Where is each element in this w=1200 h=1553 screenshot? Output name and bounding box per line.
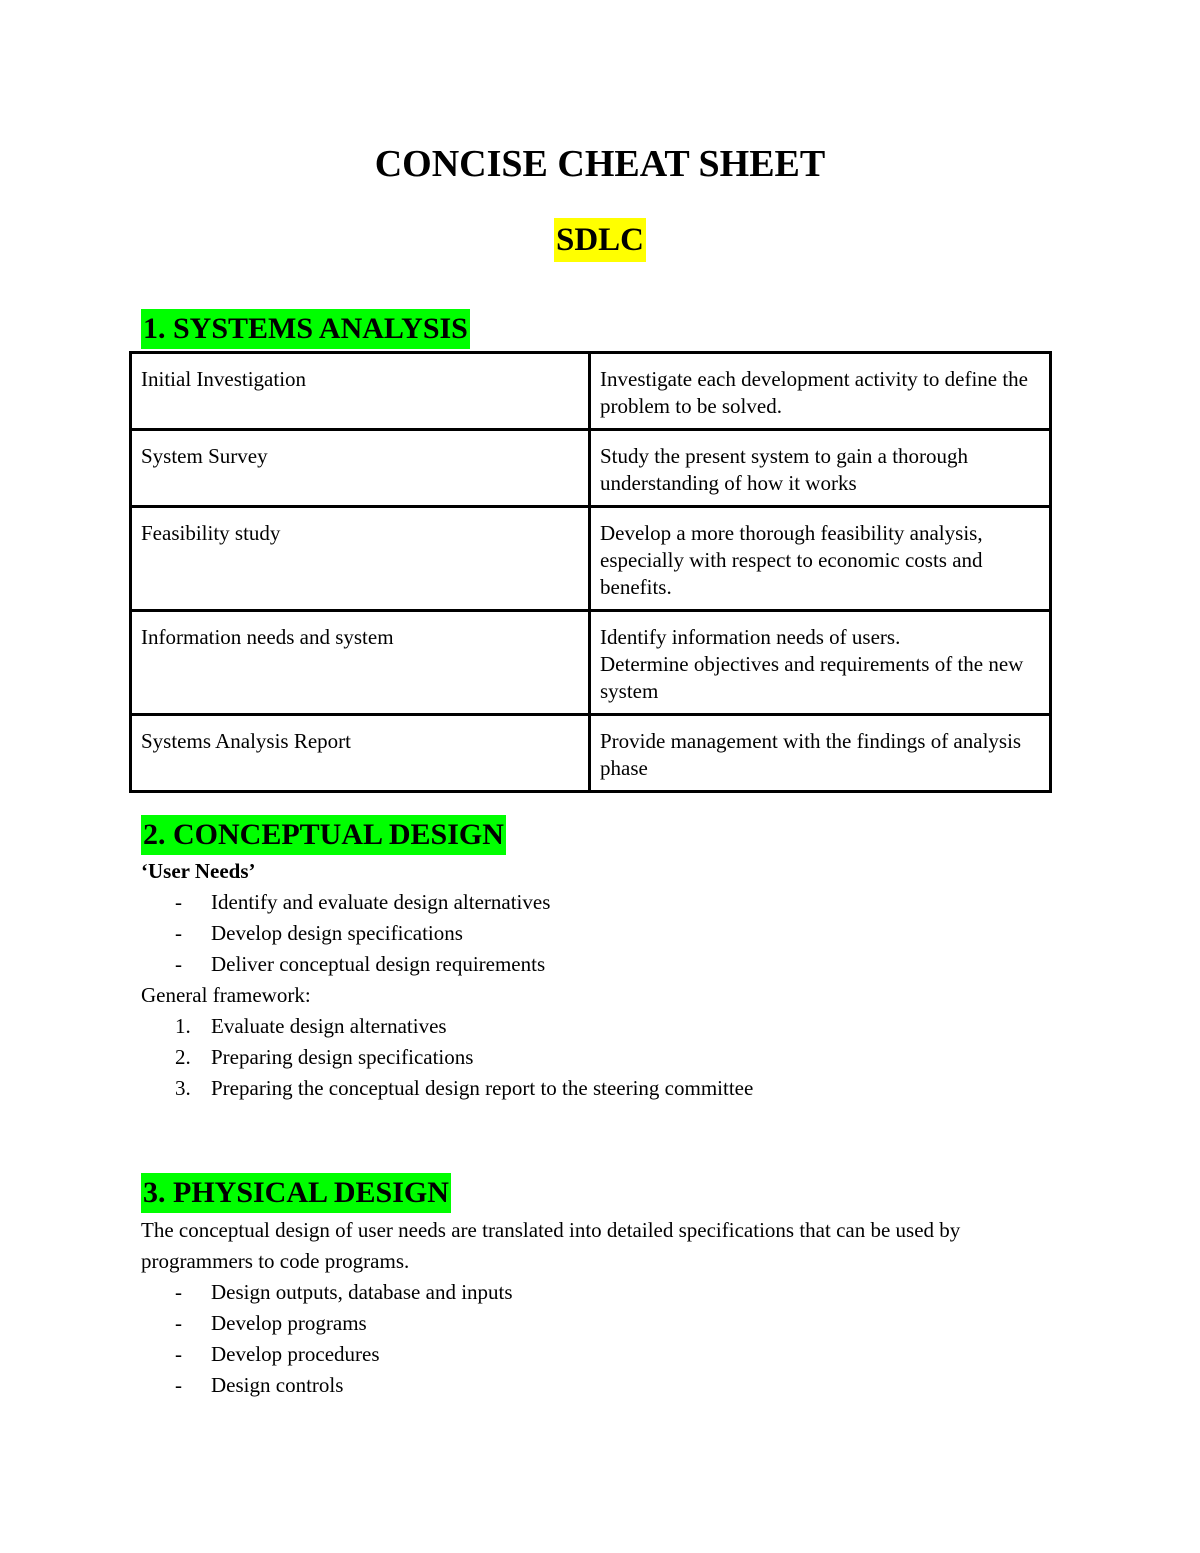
list-item: 3. Preparing the conceptual design report to the steering committee [175, 1076, 754, 1100]
section-heading-conceptual-design: 2. CONCEPTUAL DESIGN [141, 815, 506, 855]
conceptual-design-body [141, 856, 1041, 1104]
section-heading-physical-design: 3. PHYSICAL DESIGN [141, 1173, 451, 1213]
table-cell-step: Initial Investigation [131, 353, 590, 430]
table-row [131, 353, 1051, 430]
description-line: Determine objectives and requirements of the new system [600, 652, 1024, 703]
table-row [131, 715, 1051, 792]
user-needs-list [141, 887, 1041, 980]
list-item: - Develop design specifications [175, 921, 463, 945]
section-heading-systems-analysis: 1. SYSTEMS ANALYSIS [141, 309, 470, 349]
table-row [131, 430, 1051, 507]
list-item: - Develop programs [175, 1311, 367, 1335]
list-item: - Design outputs, database and inputs [175, 1280, 513, 1304]
list-item: - Deliver conceptual design requirements [175, 952, 546, 976]
list-item: - Identify and evaluate design alternatives [175, 890, 551, 914]
table-cell-description: Develop a more thorough feasibility analysis, especially with respect to economic costs and benefits. [590, 507, 1051, 611]
subtitle-sdlc: SDLC [554, 218, 646, 262]
table-cell-description: Investigate each development activity to define the problem to be solved. [590, 353, 1051, 430]
list-item: 2. Preparing design specifications [175, 1045, 474, 1069]
table-cell-step: System Survey [131, 430, 590, 507]
list-item: 1. Evaluate design alternatives [175, 1014, 447, 1038]
framework-label: General framework: [141, 983, 311, 1007]
list-item: - Develop procedures [175, 1342, 380, 1366]
framework-list [141, 1011, 1041, 1104]
list-item: - Design controls [175, 1373, 344, 1397]
physical-design-intro: The conceptual design of user needs are translated into detailed specifications that can be used by programmers to code programs. [141, 1218, 961, 1273]
table-cell-step: Systems Analysis Report [131, 715, 590, 792]
table-cell-description: Provide management with the findings of analysis phase [590, 715, 1051, 792]
table-cell-description [590, 611, 1051, 715]
table-row [131, 507, 1051, 611]
table-cell-description: Study the present system to gain a thorough understanding of how it works [590, 430, 1051, 507]
table-row [131, 611, 1051, 715]
page-title: CONCISE CHEAT SHEET [374, 143, 826, 185]
physical-design-body [141, 1215, 1041, 1401]
systems-analysis-table [129, 351, 1052, 793]
user-needs-label: ‘User Needs’ [141, 859, 256, 883]
table-cell-step: Information needs and system [131, 611, 590, 715]
physical-design-list [141, 1277, 1041, 1401]
description-line: Identify information needs of users. [600, 625, 901, 649]
table-cell-step: Feasibility study [131, 507, 590, 611]
